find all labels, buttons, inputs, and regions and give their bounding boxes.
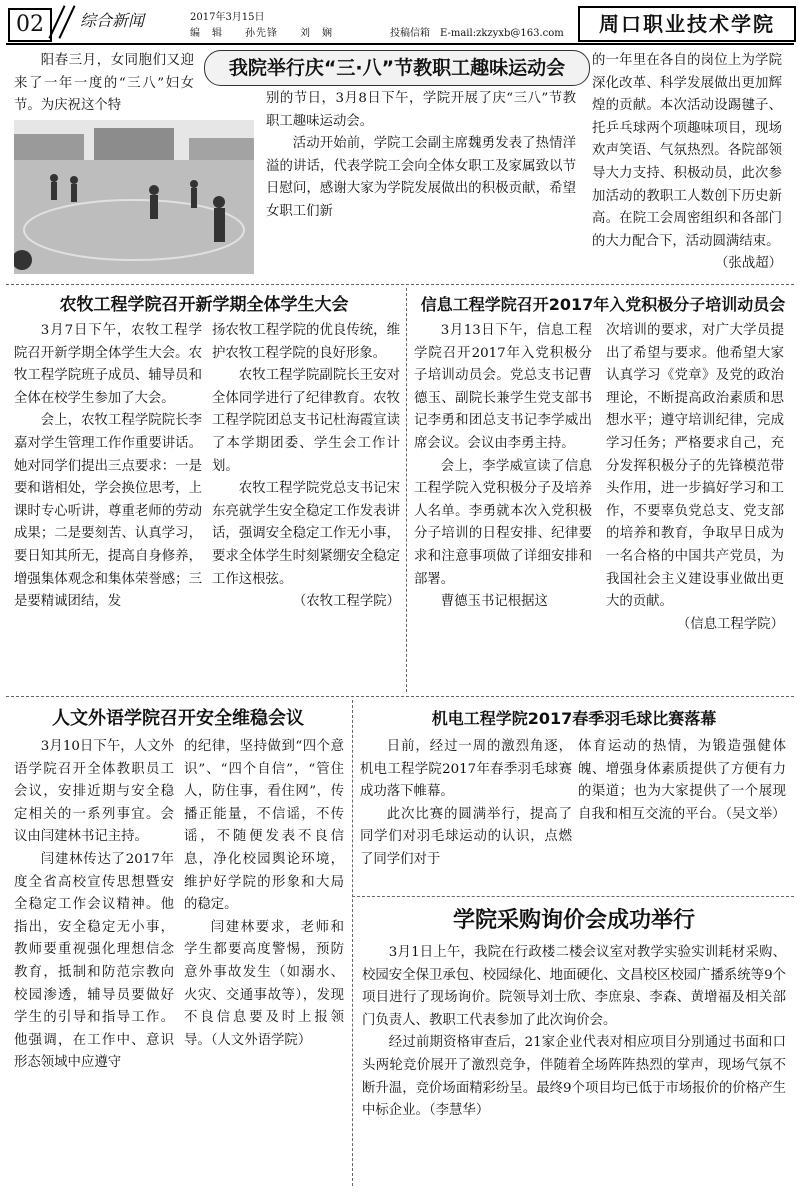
article3-col1-p3: 曹德玉书记根据这 <box>440 594 548 610</box>
article2-col1-p1: 3月7日下午，农牧工程学院召开新学期全体学生大会。农牧工程学院班子成员、辅导员和全体在校学生参加了大会。 <box>14 323 202 406</box>
article1-title: 我院举行庆“三·八”节教职工趣味运动会 <box>204 50 590 86</box>
article4-col2-p2: 闫建林要求，老师和学生都要高度警惕，预防意外事故发生（如溺水、火灾、交通事故等），发现不良信息要及时上报领导。（人文外语学院） <box>184 919 344 1048</box>
article1-author: （张战超） <box>715 256 782 272</box>
article1-col1 <box>14 50 194 118</box>
article2-author: （农牧工程学院） <box>292 594 400 610</box>
page-number: 02 <box>8 8 52 42</box>
article6-p2: 经过前期资格审查后，21家企业代表对相应项目分别通过书面和口头两轮竞价展开了激烈竞争，伴随着全场阵阵热烈的掌声，现场气氛不断升温，竞价场面精彩纷呈。最终9个项目均已低于市场报价的价格产生中标企业。（李慧华） <box>362 1035 786 1119</box>
article3-col2 <box>606 320 784 636</box>
article1-col3 <box>592 50 782 276</box>
article3-title: 信息工程学院召开2017年入党积极分子培训动员会 <box>420 295 786 314</box>
article6-title: 学院采购询价会成功举行 <box>452 908 695 933</box>
divider <box>352 896 794 897</box>
article4-col1-p2: 闫建林传达了2017年度全省高校宣传思想暨安全稳定工作会议精神。他指出，安全稳定无小事，教师要重视强化理想信念教育，抵制和防范宗教向校园渗透，辅导员要做好学生的引导和指导工作。他强调，在工作中、意识形态领域中应遵守 <box>14 851 174 1071</box>
article5-col1-p1: 日前，经过一周的激烈角逐，机电工程学院2017年春季羽毛球赛成功落下帷幕。 <box>360 739 572 800</box>
article4-col2 <box>184 736 344 1052</box>
article4-title: 人文外语学院召开安全维稳会议 <box>52 708 304 729</box>
article5-title: 机电工程学院2017春季羽毛球比赛落幕 <box>431 709 717 728</box>
divider <box>6 696 794 697</box>
column-divider <box>352 700 353 1186</box>
article3-col1 <box>414 320 592 614</box>
article5-col2-text: 体育运动的热情，为锻造强健体魄、增强身体素质提供了方便有力的渠道；也为大家提供了一个展现自我和相互交流的平台。（吴文举） <box>578 739 786 822</box>
section-name: 综合新闻 <box>80 11 145 30</box>
article5-col2 <box>578 736 786 826</box>
article2-col2-p3: 农牧工程学院党总支书记宋东亮就学生安全稳定工作发表讲话，强调安全稳定工作无小事，要求全体学生时刻紧绷安全稳定工作这根弦。 <box>212 481 400 587</box>
article3-col2-text: 次培训的要求，对广大学员提出了希望与要求。他希望大家认真学习《党章》及党的政治理论，不断提高政治素质和思想水平；遵守培训纪律，完成学习任务；严格要求自己，充分发挥积极分子的先锋模范带头作用，进一步搞好学习和工作，不要辜负党总支、党支部的培养和教育，争取早日成为一名合格的中国共产党员，为我国社会主义建设事业做出更大的贡献。 <box>606 323 784 610</box>
article1-col2-p1: 别的节日，3月8日下午，学院开展了庆“三八”节教职工趣味运动会。 <box>266 91 576 129</box>
divider <box>6 284 794 285</box>
submission-email: 投稿信箱 E-mail:zkzyxb@163.com <box>390 28 564 39</box>
article1-col3-text: 的一年里在各自的岗位上为学院深化改革、科学发展做出更加辉煌的贡献。本次活动设踢毽子、托乒乓球两个项趣味项目，现场欢声笑语、气氛热烈。各院部领导大力支持、积极动员，此次参加活动的教职工人数创下历史新高。在院工会周密组织和各部门的大力配合下，活动圆满结束。 <box>592 53 782 249</box>
article2-col2-p1: 扬农牧工程学院的优良传统，维护农牧工程学院的良好形象。 <box>212 323 400 361</box>
sports-photo <box>14 120 254 274</box>
column-divider <box>406 288 407 692</box>
article5-col1-p2: 此次比赛的圆满举行，提高了同学们对羽毛球运动的认识，点燃了同学们对于 <box>360 806 572 867</box>
article2-col2-p2: 农牧工程学院副院长王安对全体同学进行了纪律教育。农牧工程学院团总支书记杜海霞宣读了本学期团委、学生会工作计划。 <box>212 368 400 474</box>
article1-col2 <box>266 88 576 224</box>
article2-title: 农牧工程学院召开新学期全体学生大会 <box>59 295 349 315</box>
issue-date: 2017年3月15日 <box>190 12 265 23</box>
article3-col1-p2: 会上，李学威宣读了信息工程学院入党积极分子及培养人名单。李勇就本次入党积极分子培训的日程安排、纪律要求和注意事项做了详细安排和部署。 <box>414 458 592 587</box>
article1-col2-p2: 活动开始前，学院工会副主席魏勇发表了热情洋溢的讲话，代表学院工会向全体女职工及家属致以节日慰问，感谢大家为学院发展做出的积极贡献，希望女职工们新 <box>266 136 576 219</box>
article4-col1 <box>14 736 174 1075</box>
article2-col1-p2: 会上，农牧工程学院院长李嘉对学生管理工作作重要讲话。她对同学们提出三点要求：一是要和谐相处，学会换位思考，上课时专心听讲，尊重老师的劳动成果；二是要刻苦、认真学习，要日知其所无，提高自身修养，增强集体观念和集体荣誉感；三是要精诚团结，发 <box>14 413 202 610</box>
article3-col1-p1: 3月13日下午，信息工程学院召开2017年入党积极分子培训动员会。党总支书记曹德玉、副院长兼学生党支部书记李勇和团总支书记李学威出席会议。会议由李勇主持。 <box>414 323 592 451</box>
article4-col2-p1: 的纪律，坚持做到“四个意识”、“四个自信”，“管住人，防住事，看住网”，传播正能量，不信谣，不传谣，不随便发表不良信息，净化校园舆论环境，维护好学院的形象和大局的稳定。 <box>184 739 344 913</box>
article4-col1-p1: 3月10日下午，人文外语学院召开全体教职员工会议，安排近期与安全稳定相关的一系列事宜。会议由闫建林书记主持。 <box>14 739 174 845</box>
article6-body <box>362 942 786 1123</box>
article6-p1: 3月1日上午，我院在行政楼二楼会议室对教学实验实训耗材采购、校园安全保卫承包、校园绿化、地面硬化、文昌校区校园广播系统等9个项目进行了现场询价。院领导刘士欣、李庶泉、李森、黄增福及相关部门负责人、教职工代表参加了此次询价会。 <box>362 945 786 1028</box>
editors: 编 辑 孙先锋 刘 娴 <box>190 28 333 39</box>
article3-author: （信息工程学院） <box>676 616 784 632</box>
article1-col1-text: 阳春三月，女同胞们又迎来了一年一度的“三八”妇女节。为庆祝这个特 <box>14 53 194 114</box>
article2-col1 <box>14 320 202 614</box>
masthead: 周口职业技术学院 <box>578 6 796 42</box>
article2-col2 <box>212 320 400 614</box>
page-header <box>0 0 800 44</box>
header-rule <box>6 43 794 45</box>
article5-col1 <box>360 736 572 872</box>
